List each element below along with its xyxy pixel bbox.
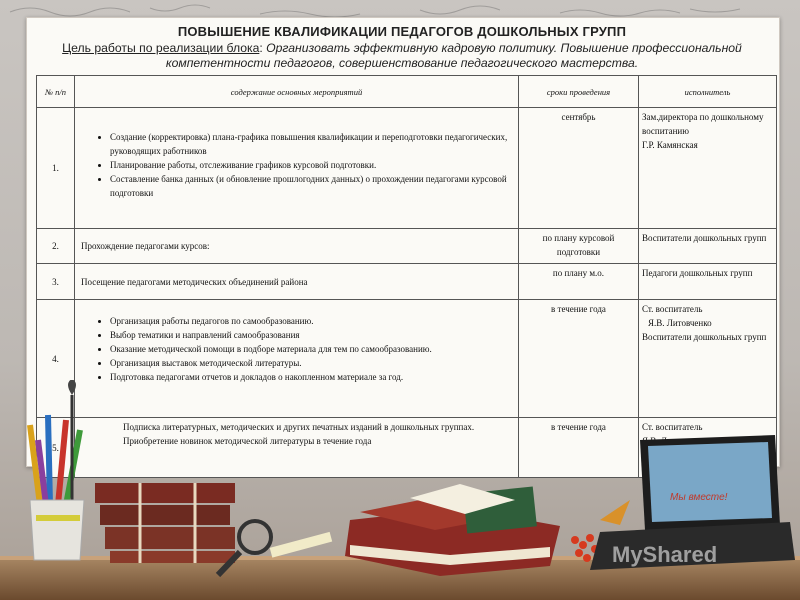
row-term: по плану курсовой подготовки xyxy=(519,229,639,264)
goal-label: Цель работы по реализации блока xyxy=(62,41,260,55)
row-performer: Воспитатели дошкольных групп xyxy=(639,229,777,264)
row-number: 5. xyxy=(37,418,75,478)
row-number: 2. xyxy=(37,229,75,264)
row-number: 1. xyxy=(37,108,75,229)
list-item: • Организация работы педагогов по самообразованию. xyxy=(110,314,515,328)
list-item: • Выбор тематики и направлений самообразования xyxy=(110,328,515,342)
table-row xyxy=(37,229,777,264)
goal-text: Организовать эффективную кадровую политику. Повышение профессиональной компетентности педагогов, совершенствование педагогического мастерства. xyxy=(165,41,742,70)
row-term: по плану м.о. xyxy=(519,264,639,300)
header-performer: исполнитель xyxy=(639,76,777,108)
list-item: • Составление банка данных (и обновление прошлогодних данных) о прохождении педагогами курсовой подготовки xyxy=(110,172,515,200)
row-term: сентябрь xyxy=(519,108,639,229)
row-number: 3. xyxy=(37,264,75,300)
list-item: • Подготовка педагогами отчетов и докладов о накопленном материале за год. xyxy=(110,370,515,384)
row-term: в течение года xyxy=(519,300,639,418)
performer-name: Я.В. Литовченко xyxy=(648,318,712,328)
goal-statement xyxy=(30,41,774,71)
row-content xyxy=(75,108,519,229)
laptop-caption: Мы вместе! xyxy=(670,492,728,503)
chalk-icon xyxy=(270,532,332,558)
watermark: MyShared xyxy=(612,542,718,567)
row-term: в течение года xyxy=(519,418,639,478)
content-line: Приобретение новинок методической литературы в течение года xyxy=(123,436,372,446)
row-number: 4. xyxy=(37,300,75,418)
performer-group: Воспитатели дошкольных групп xyxy=(642,332,767,342)
header-number: № п/п xyxy=(37,76,75,108)
list-item: • Оказание методической помощи в подборе материала для тем по самообразованию. xyxy=(110,342,515,356)
performer-role: Ст. воспитатель xyxy=(642,304,703,314)
table-row xyxy=(37,108,777,229)
slide-heading xyxy=(30,24,774,71)
page-title: ПОВЫШЕНИЕ КВАЛИФИКАЦИИ ПЕДАГОГОВ ДОШКОЛЬНЫХ ГРУПП xyxy=(177,24,627,39)
table-row xyxy=(37,264,777,300)
list-item: • Создание (корректировка) плана-графика повышения квалификации и переподготовки педагогических, руководящих работников xyxy=(110,130,515,158)
table-header-row xyxy=(37,76,777,108)
open-books-icon xyxy=(345,484,560,576)
performer-role: Зам.директора по дошкольному воспитанию xyxy=(642,112,764,136)
book-stack-icon xyxy=(95,483,235,563)
performer-name: Г.Р. Камянская xyxy=(642,140,698,150)
header-term: сроки проведения xyxy=(519,76,639,108)
content-line: Подписка литературных, методических и других печатных изданий в дошкольных группах. xyxy=(123,422,475,432)
row-performer: Педагоги дошкольных групп xyxy=(639,264,777,300)
row-performer xyxy=(639,108,777,229)
pencil-cup-icon xyxy=(30,380,84,560)
row-content: Посещение педагогами методических объединений района xyxy=(75,264,519,300)
list-item: • Организация выставок методической литературы. xyxy=(110,356,515,370)
header-content: содержание основных мероприятий xyxy=(75,76,519,108)
row-content: Прохождение педагогами курсов: xyxy=(75,229,519,264)
performer-role: Ст. воспитатель xyxy=(642,422,703,432)
list-item: • Планирование работы, отслеживание графиков курсовой подготовки. xyxy=(110,158,515,172)
goal-colon: : xyxy=(259,41,263,55)
